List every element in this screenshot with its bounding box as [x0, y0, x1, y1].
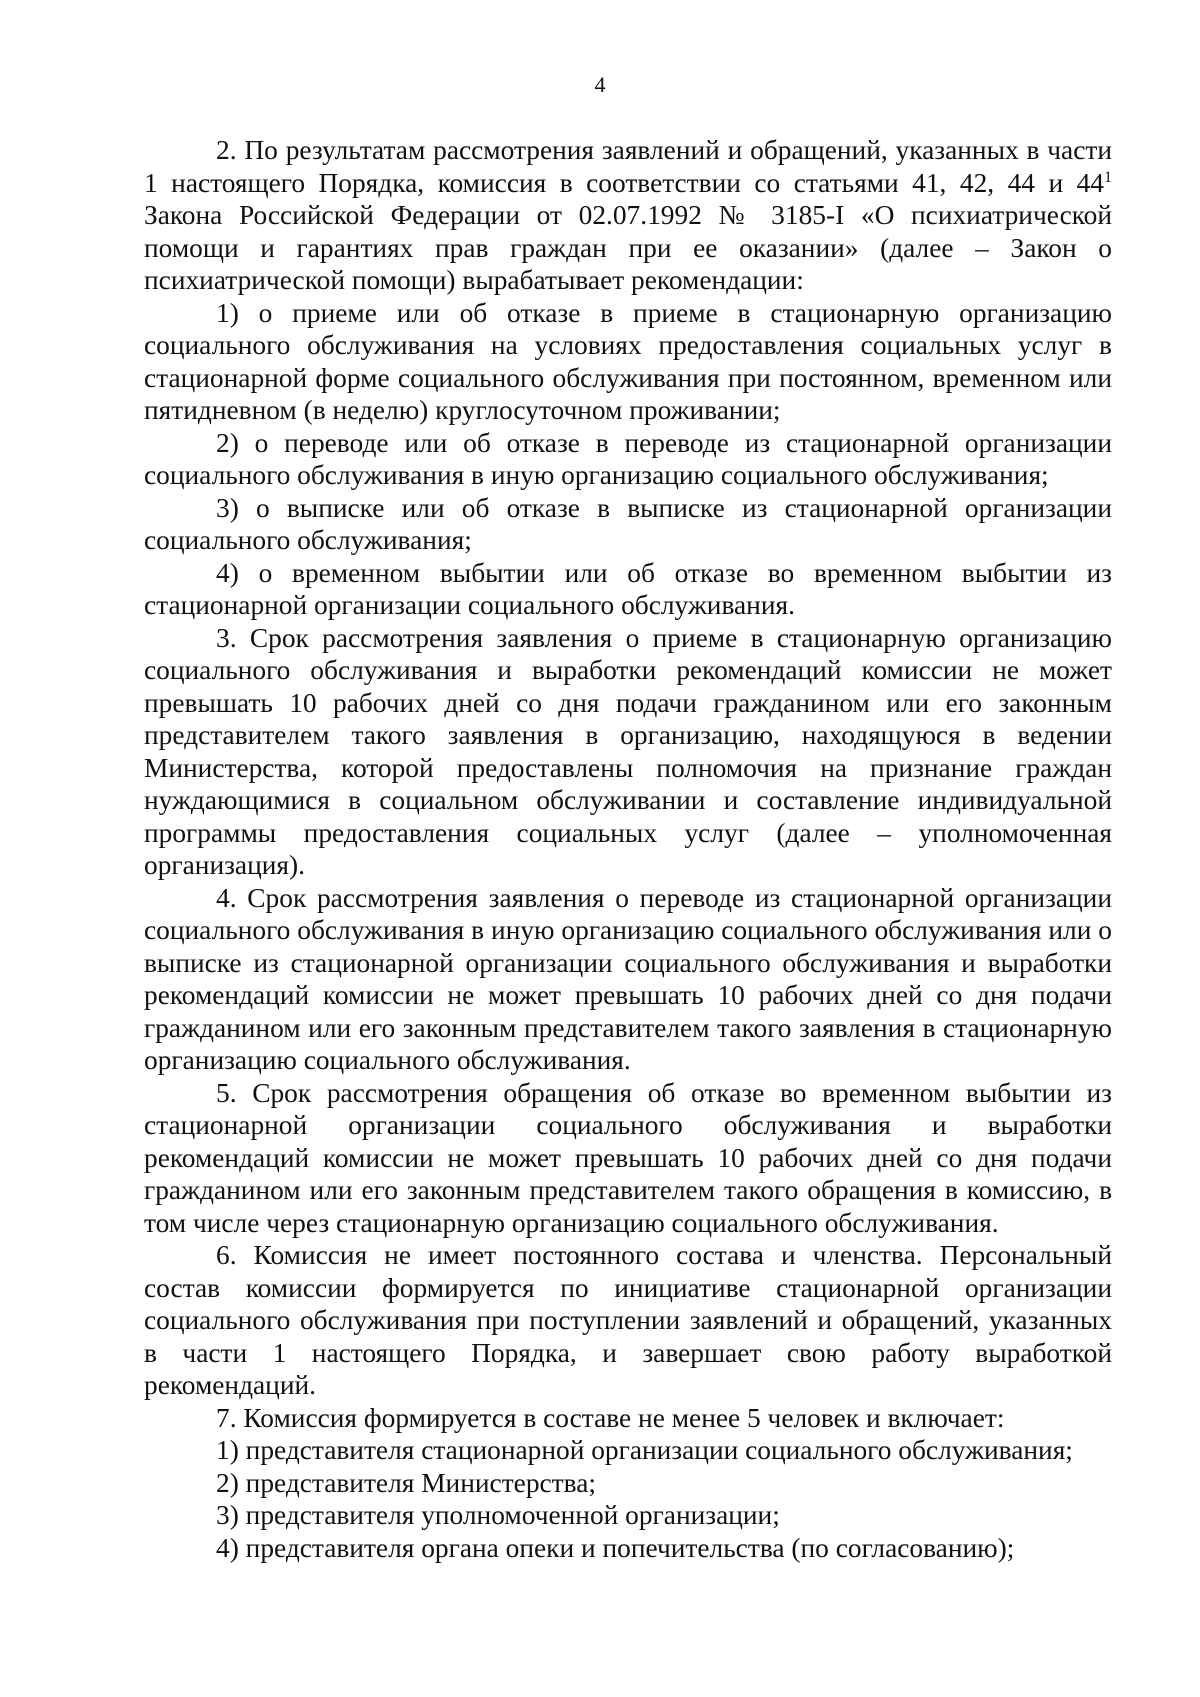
paragraph-6: 6. Комиссия не имеет постоянного состава и членства. Персональный состав комиссии формируется по инициативе стационарной организации социального обслуживания при поступлении заявлений и обращений, указанных в части 1 настоящего Порядка, и завершает свою работу выработкой рекомендаций.: [144, 1240, 1112, 1400]
paragraph-2-item-4: 4) о временном выбытии или об отказе во временном выбытии из стационарной организации социального обслуживания.: [144, 557, 1112, 620]
paragraph-2-text-end: Закона Российской Федерации от 02.07.1992 № 3185-I «О психиатрической помощи и гарантиях прав граждан при ее оказании» (далее – Закон о психиатрической помощи) вырабатывает рекомендации:: [144, 200, 1112, 295]
page-number: 4: [594, 72, 606, 97]
paragraph-7: 7. Комиссия формируется в составе не менее 5 человек и включает:: [216, 1402, 1005, 1433]
paragraph-7-item-2: 2) представителя Министерства;: [216, 1467, 596, 1498]
paragraph-3: 3. Срок рассмотрения заявления о приеме в стационарную организацию социального обслуживания и выработки рекомендаций комиссии не может превышать 10 рабочих дней со дня подачи гражданином или его законным представителем такого заявления в организацию, находящуюся в ведении Министерства, которой предоставлены полномочия на признание граждан нуждающимися в социальном обслуживании и составление индивидуальной программы предоставления социальных услуг (далее – уполномоченная организация).: [144, 622, 1112, 880]
document-body: [144, 134, 1112, 1564]
paragraph-7-item-4: 4) представителя органа опеки и попечительства (по согласованию);: [216, 1532, 1015, 1563]
article-superscript: 1: [1104, 168, 1112, 186]
paragraph-2: [144, 134, 1112, 297]
paragraph-2-text-start: 2. По результатам рассмотрения заявлений и обращений, указанных в части 1 настоящего Порядка, комиссия в соответствии со статьями 41, 42, 44 и 44: [144, 135, 1112, 198]
paragraph-2-item-2: 2) о переводе или об отказе в переводе из стационарной организации социального обслуживания в иную организацию социального обслуживания;: [144, 427, 1112, 490]
paragraph-4: 4. Срок рассмотрения заявления о переводе из стационарной организации социального обслуживания в иную организацию социального обслуживания или о выписке из стационарной организации социального обслуживания и выработки рекомендаций комиссии не может превышать 10 рабочих дней со дня подачи гражданином или его законным представителем такого заявления в стационарную организацию социального обслуживания.: [144, 882, 1112, 1075]
paragraph-7-item-3: 3) представителя уполномоченной организации;: [216, 1500, 780, 1530]
paragraph-2-item-3: 3) о выписке или об отказе в выписке из стационарной организации социального обслуживания;: [144, 492, 1112, 555]
paragraph-5: 5. Срок рассмотрения обращения об отказе во временном выбытии из стационарной организации социального обслуживания и выработки рекомендаций комиссии не может превышать 10 рабочих дней со дня подачи гражданином или его законным представителем такого обращения в комиссию, в том числе через стационарную организацию социального обслуживания.: [144, 1077, 1112, 1238]
paragraph-7-item-1: 1) представителя стационарной организации социального обслуживания;: [216, 1435, 1073, 1465]
paragraph-2-item-1: 1) о приеме или об отказе в приеме в стационарную организацию социального обслуживания на условиях предоставления социальных услуг в стационарной форме социального обслуживания при постоянном, временном или пятидневном (в неделю) круглосуточном проживании;: [144, 297, 1112, 425]
